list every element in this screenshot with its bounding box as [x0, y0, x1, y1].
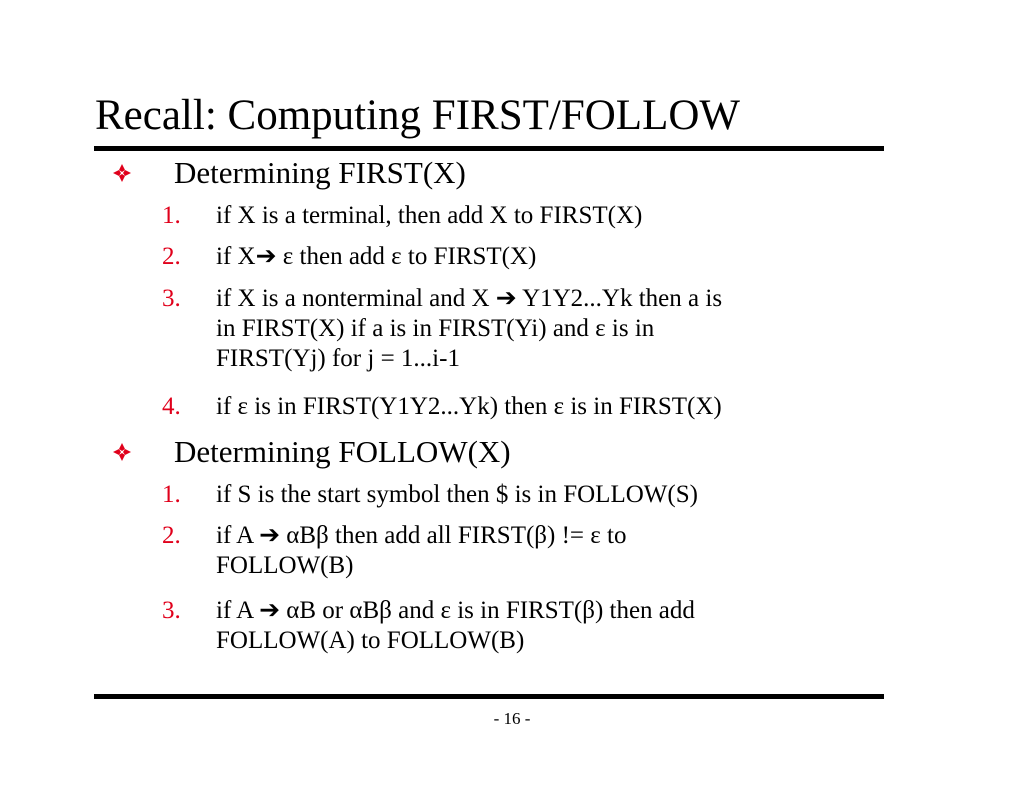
item-text: if A ➔ αBβ then add all FIRST(β) != ε to FOLLOW(B) [216, 522, 627, 579]
section-heading: Determining FOLLOW(X) [174, 434, 511, 469]
item-number: 1. [162, 202, 181, 229]
footer-divider [94, 694, 884, 699]
title-divider [94, 146, 884, 151]
item-number: 3. [162, 597, 181, 624]
item-number: 3. [162, 285, 181, 312]
diamond-bullet-icon [112, 163, 132, 183]
item-text: if A ➔ αB or αBβ and ε is in FIRST(β) then add FOLLOW(A) to FOLLOW(B) [216, 597, 695, 654]
item-text: if X is a nonterminal and X ➔ Y1Y2...Yk then a is in FIRST(X) if a is in FIRST(Yi) and ε is in FIRST(Yj) for j = 1...i-1 [216, 285, 723, 372]
item-number: 4. [162, 393, 181, 420]
item-number: 1. [162, 481, 181, 508]
item-text: if X➔ ε then add ε to FIRST(X) [216, 243, 537, 270]
item-text: if X is a terminal, then add X to FIRST(X) [216, 202, 643, 229]
page-number: - 16 - [493, 709, 531, 728]
section-follow [0, 434, 1024, 474]
item-number: 2. [162, 243, 181, 270]
slide-title: Recall: Computing FIRST/FOLLOW [95, 92, 740, 139]
section-first [0, 155, 1024, 195]
section-heading: Determining FIRST(X) [174, 155, 466, 190]
item-text: if S is the start symbol then $ is in FOLLOW(S) [216, 481, 698, 508]
item-text: if ε is in FIRST(Y1Y2...Yk) then ε is in FIRST(X) [216, 393, 722, 420]
diamond-bullet-icon [112, 442, 132, 462]
item-number: 2. [162, 522, 181, 549]
